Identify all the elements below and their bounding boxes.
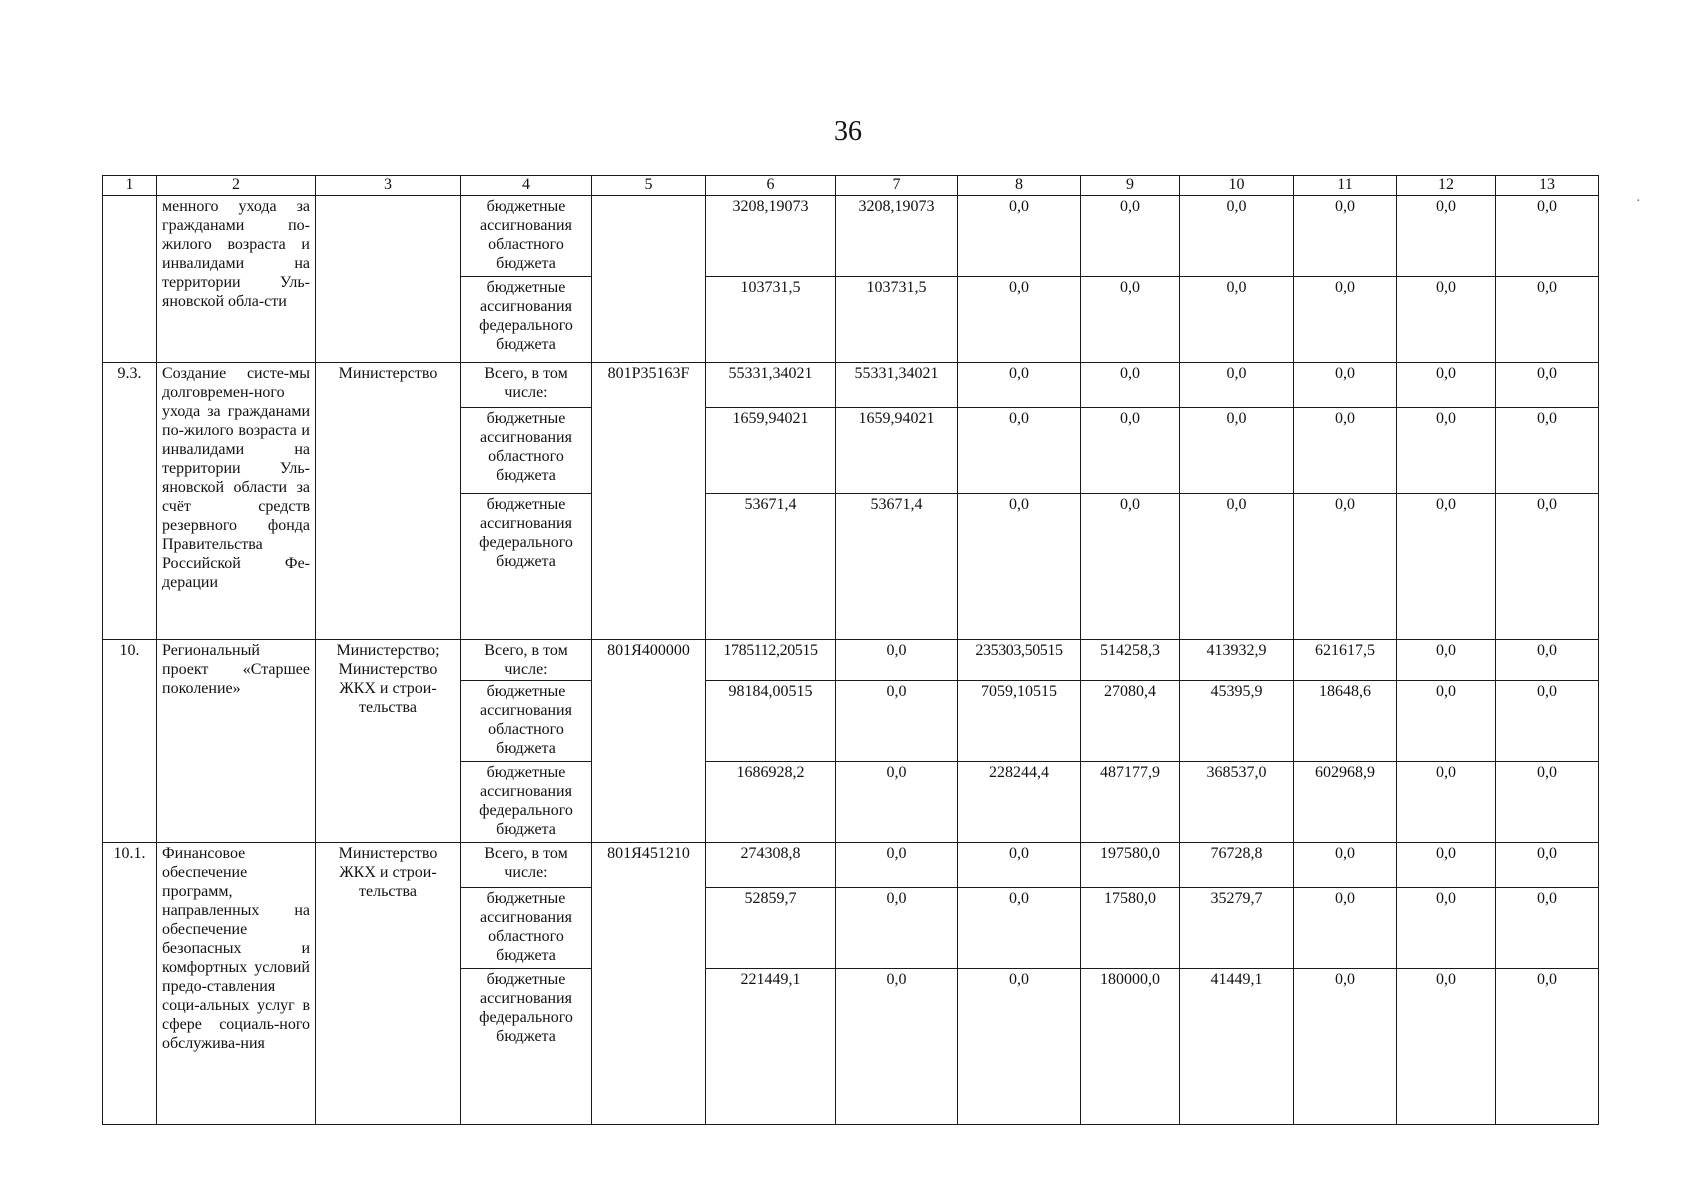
value-cell: 0,0 (1397, 362, 1496, 407)
table-body (103, 176, 1599, 1125)
funding-source-label: бюджетные ассигнования федерального бюджета (461, 761, 592, 842)
table-row (103, 842, 1599, 887)
value-cell: 0,0 (1294, 887, 1397, 968)
row-index: 10.1. (103, 842, 157, 1124)
value-cell: 413932,9 (1180, 639, 1294, 680)
column-number-12: 12 (1397, 176, 1496, 196)
value-cell: 1659,94021 (706, 407, 836, 493)
column-number-10: 10 (1180, 176, 1294, 196)
value-cell: 0,0 (1294, 276, 1397, 362)
executor: Министерство (316, 362, 461, 639)
value-cell: 0,0 (1180, 196, 1294, 277)
value-cell: 103731,5 (836, 276, 958, 362)
budget-table (102, 175, 1599, 1125)
value-cell: 0,0 (1180, 407, 1294, 493)
value-cell: 1686928,2 (706, 761, 836, 842)
value-cell: 7059,10515 (958, 681, 1081, 762)
value-cell: 0,0 (1496, 639, 1599, 680)
value-cell: 0,0 (836, 968, 958, 1124)
value-cell: 0,0 (1496, 968, 1599, 1124)
budget-code (592, 196, 706, 362)
margin-mark: · (1636, 194, 1641, 209)
value-cell: 0,0 (1081, 407, 1180, 493)
value-cell: 55331,34021 (836, 362, 958, 407)
executor: Министерство; Министерство ЖКХ и строи-тельства (316, 639, 461, 842)
column-number-row (103, 176, 1599, 196)
value-cell: 27080,4 (1081, 681, 1180, 762)
row-index (103, 196, 157, 362)
value-cell: 0,0 (836, 639, 958, 680)
funding-source-label: бюджетные ассигнования областного бюджета (461, 887, 592, 968)
value-cell: 0,0 (958, 887, 1081, 968)
value-cell: 35279,7 (1180, 887, 1294, 968)
column-number-13: 13 (1496, 176, 1599, 196)
column-number-6: 6 (706, 176, 836, 196)
value-cell: 3208,19073 (706, 196, 836, 277)
value-cell: 0,0 (958, 276, 1081, 362)
value-cell: 0,0 (958, 842, 1081, 887)
budget-code: 801Я451210 (592, 842, 706, 1124)
value-cell: 98184,00515 (706, 681, 836, 762)
value-cell: 52859,7 (706, 887, 836, 968)
table-row (103, 362, 1599, 407)
value-cell: 0,0 (1496, 276, 1599, 362)
value-cell: 514258,3 (1081, 639, 1180, 680)
column-number-2: 2 (157, 176, 316, 196)
value-cell: 0,0 (1496, 681, 1599, 762)
value-cell: 45395,9 (1180, 681, 1294, 762)
value-cell: 0,0 (1496, 196, 1599, 277)
value-cell: 0,0 (1294, 968, 1397, 1124)
funding-source-label: Всего, в том числе: (461, 639, 592, 680)
funding-source-label: бюджетные ассигнования федерального бюджета (461, 493, 592, 639)
value-cell: 0,0 (1397, 196, 1496, 277)
value-cell: 18648,6 (1294, 681, 1397, 762)
value-cell: 0,0 (1081, 196, 1180, 277)
value-cell: 17580,0 (1081, 887, 1180, 968)
value-cell: 0,0 (836, 681, 958, 762)
value-cell: 0,0 (1180, 276, 1294, 362)
value-cell: 0,0 (1081, 362, 1180, 407)
column-number-11: 11 (1294, 176, 1397, 196)
value-cell: 103731,5 (706, 276, 836, 362)
value-cell: 0,0 (1397, 407, 1496, 493)
column-number-5: 5 (592, 176, 706, 196)
value-cell: 621617,5 (1294, 639, 1397, 680)
value-cell: 0,0 (1294, 407, 1397, 493)
value-cell: 0,0 (1397, 968, 1496, 1124)
value-cell: 53671,4 (706, 493, 836, 639)
value-cell: 1659,94021 (836, 407, 958, 493)
value-cell: 0,0 (1180, 362, 1294, 407)
column-number-4: 4 (461, 176, 592, 196)
value-cell: 221449,1 (706, 968, 836, 1124)
value-cell: 0,0 (1397, 276, 1496, 362)
value-cell: 0,0 (1397, 842, 1496, 887)
column-number-3: 3 (316, 176, 461, 196)
funding-source-label: бюджетные ассигнования федерального бюджета (461, 968, 592, 1124)
value-cell: 602968,9 (1294, 761, 1397, 842)
value-cell: 0,0 (836, 887, 958, 968)
value-cell: 0,0 (958, 968, 1081, 1124)
value-cell: 0,0 (958, 493, 1081, 639)
event-title: Региональный проект «Старшее поколение» (157, 639, 316, 842)
value-cell: 0,0 (1294, 196, 1397, 277)
value-cell: 41449,1 (1180, 968, 1294, 1124)
value-cell: 0,0 (1496, 761, 1599, 842)
value-cell: 0,0 (1081, 493, 1180, 639)
column-number-9: 9 (1081, 176, 1180, 196)
value-cell: 180000,0 (1081, 968, 1180, 1124)
value-cell: 235303,50515 (958, 639, 1081, 680)
page-number: 36 (834, 116, 862, 147)
value-cell: 0,0 (1397, 887, 1496, 968)
row-index: 9.3. (103, 362, 157, 639)
funding-source-label: бюджетные ассигнования федерального бюджета (461, 276, 592, 362)
event-title: Создание систе-мы долговремен-ного ухода за гражданами по-жилого возраста и инвалидами на территории Уль-яновской области за счёт средств резервного фонда Правительства Российской Фе-дерации (157, 362, 316, 639)
value-cell: 197580,0 (1081, 842, 1180, 887)
event-title: менного ухода за гражданами по-жилого возраста и инвалидами на территории Уль-яновской обла-сти (157, 196, 316, 362)
funding-source-label: Всего, в том числе: (461, 362, 592, 407)
event-title: Финансовое обеспечение программ, направленных на обеспечение безопасных и комфортных условий предо-ставления соци-альных услуг в сфере социаль-ного обслужива-ния (157, 842, 316, 1124)
value-cell: 0,0 (1397, 493, 1496, 639)
value-cell: 0,0 (836, 842, 958, 887)
budget-code: 801Я400000 (592, 639, 706, 842)
executor: Министерство ЖКХ и строи-тельства (316, 842, 461, 1124)
value-cell: 368537,0 (1180, 761, 1294, 842)
funding-source-label: бюджетные ассигнования областного бюджета (461, 681, 592, 762)
value-cell: 0,0 (1496, 887, 1599, 968)
column-number-1: 1 (103, 176, 157, 196)
funding-source-label: Всего, в том числе: (461, 842, 592, 887)
value-cell: 0,0 (836, 761, 958, 842)
table-row (103, 639, 1599, 680)
value-cell: 274308,8 (706, 842, 836, 887)
value-cell: 76728,8 (1180, 842, 1294, 887)
value-cell: 0,0 (958, 362, 1081, 407)
value-cell: 0,0 (1496, 493, 1599, 639)
value-cell: 0,0 (1294, 842, 1397, 887)
value-cell: 0,0 (1397, 639, 1496, 680)
value-cell: 0,0 (1081, 276, 1180, 362)
value-cell: 0,0 (958, 407, 1081, 493)
value-cell: 0,0 (958, 196, 1081, 277)
value-cell: 487177,9 (1081, 761, 1180, 842)
budget-code: 801Р35163F (592, 362, 706, 639)
value-cell: 1785112,20515 (706, 639, 836, 680)
column-number-7: 7 (836, 176, 958, 196)
funding-source-label: бюджетные ассигнования областного бюджета (461, 407, 592, 493)
value-cell: 0,0 (1397, 681, 1496, 762)
value-cell: 3208,19073 (836, 196, 958, 277)
value-cell: 0,0 (1496, 407, 1599, 493)
value-cell: 0,0 (1294, 493, 1397, 639)
row-index: 10. (103, 639, 157, 842)
column-number-8: 8 (958, 176, 1081, 196)
table-row (103, 196, 1599, 277)
value-cell: 0,0 (1397, 761, 1496, 842)
value-cell: 53671,4 (836, 493, 958, 639)
value-cell: 0,0 (1180, 493, 1294, 639)
value-cell: 0,0 (1496, 362, 1599, 407)
value-cell: 0,0 (1496, 842, 1599, 887)
value-cell: 55331,34021 (706, 362, 836, 407)
funding-source-label: бюджетные ассигнования областного бюджета (461, 196, 592, 277)
value-cell: 228244,4 (958, 761, 1081, 842)
executor (316, 196, 461, 362)
value-cell: 0,0 (1294, 362, 1397, 407)
